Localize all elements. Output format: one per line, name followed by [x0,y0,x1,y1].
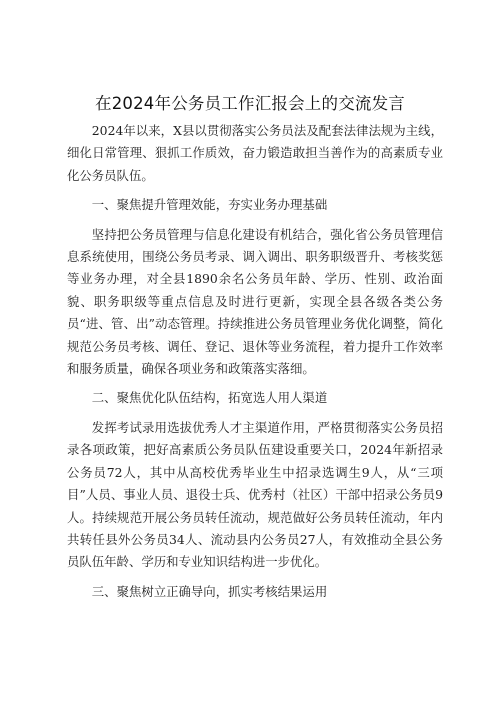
section-paragraph-2: 发挥考试录用选拔优秀人才主渠道作用，严格贯彻落实公务员招录各项政策，把好高素质公务员队伍建设重要关口，2024年新招录公务员72人，其中从高校优秀毕业生中招录选调生9人，从“三项目”人员、事业人员、退役士兵、优秀村（社区）干部中招录公务员9人。持续规范开展公务员转任流动，规范做好公务员转任流动，年内共转任县外公务员34人、流动县内公务员27人，有效推动全县公务员队伍年龄、学历和专业知识结构进一步优化。 [67,419,443,570]
section-paragraph-1: 坚持把公务员管理与信息化建设有机结合，强化省公务员管理信息系统使用，围绕公务员考录、调入调出、职务职级晋升、考核奖惩等业务办理，对全县1890余名公务员年龄、学历、性别、政治面貌、职务职级等重点信息及时进行更新，实现全县各级各类公务员“进、管、出”动态管理。持续推进公务员管理业务优化调整，简化规范公务员考核、调任、登记、退休等业务流程，着力提升工作效率和服务质量，确保各项业务和政策落实落细。 [67,226,443,377]
section-heading-2: 二、聚焦优化队伍结构，拓宽选人用人渠道 [91,390,328,406]
page-title: 在2024年公务员工作汇报会上的交流发言 [95,94,405,113]
document-body [67,120,443,610]
intro-paragraph: 2024年以来，X县以贯彻落实公务员法及配套法律法规为主线，细化日常管理、狠抓工作质效，奋力锻造敢担当善作为的高素质专业化公务员队伍。 [67,123,443,183]
section-heading-1: 一、聚焦提升管理效能，夯实业务办理基础 [91,197,328,213]
section-heading-3: 三、聚焦树立正确导向，抓实考核结果运用 [91,583,328,599]
